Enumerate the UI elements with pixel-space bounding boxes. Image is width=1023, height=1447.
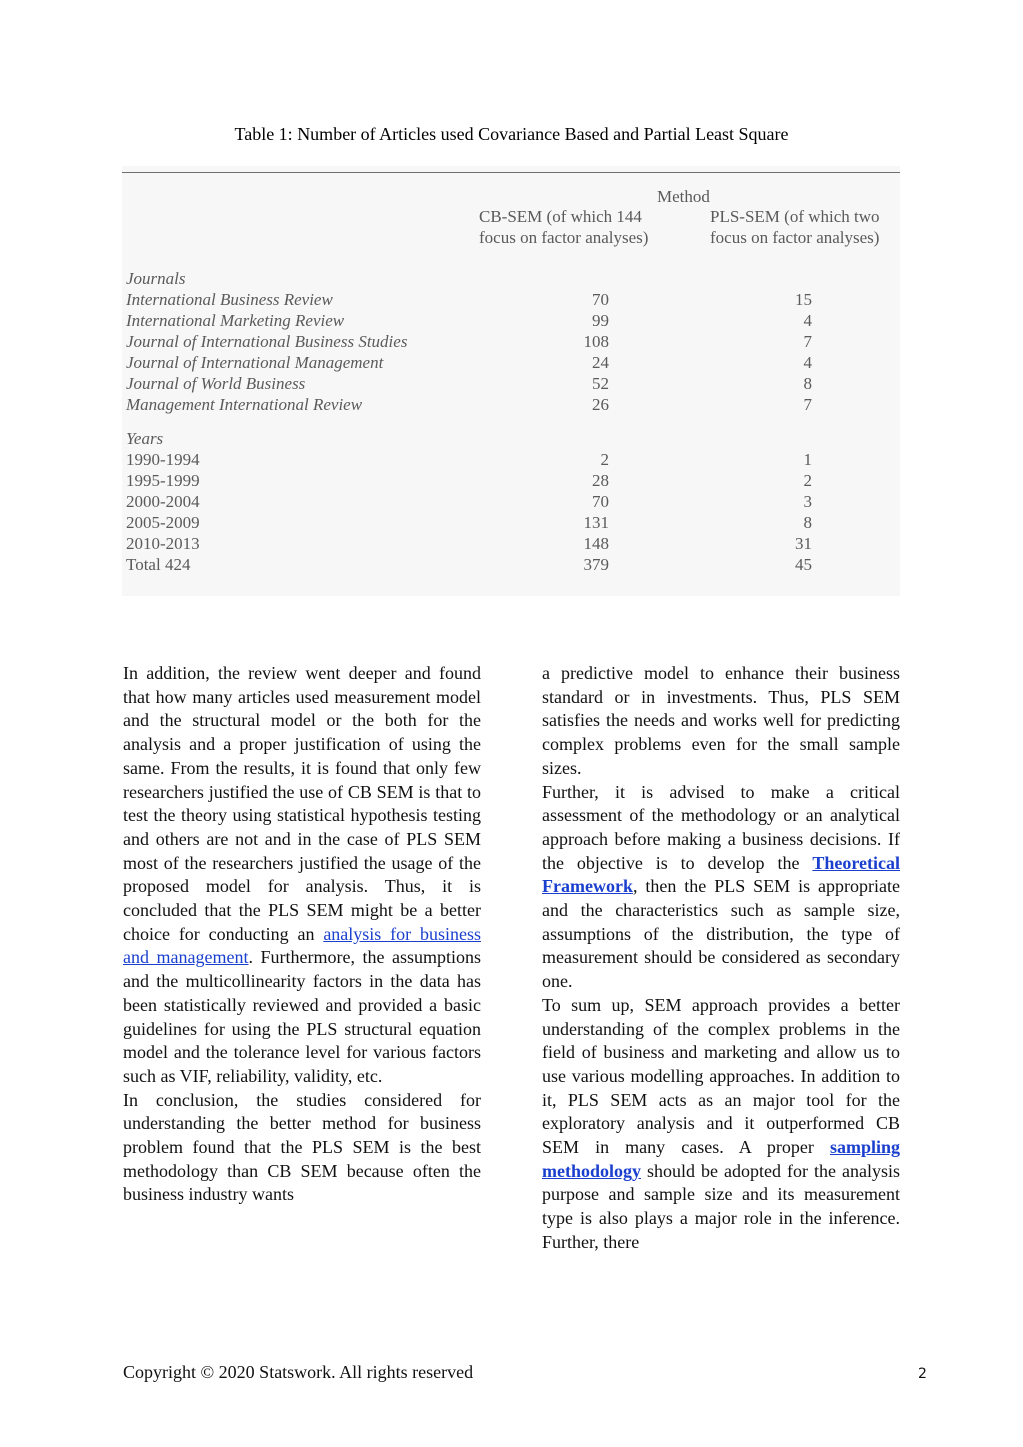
paragraph: In conclusion, the studies considered for understanding the better method for business problem found that the PLS SEM is the best methodology than CB SEM because often the business industry wants	[123, 1089, 481, 1205]
paragraph-text: In addition, the review went deeper and found that how many articles used measurement model and the structural model or the both for the analysis and a proper justification of using the same. From the results, it is found that only few researchers justified the use of CB SEM is that to test the theory using statistical hypothesis testing and others are not and in the case of PLS SEM most of the researchers justified the usage of the proposed model for analysis. Thus, it is concluded that the PLS SEM might be a better choice for conducting an	[123, 663, 481, 944]
table-cell-cb: 26	[592, 395, 609, 414]
table-row-label: 1995-1999	[126, 471, 200, 490]
table-cell-cb: 131	[583, 513, 609, 532]
table-row-label: 1990-1994	[126, 450, 200, 469]
analysis-business-management-link[interactable]: analysis for business and management	[123, 923, 481, 968]
paragraph	[123, 662, 481, 1089]
pls-sem-header-line1: PLS-SEM (of which two	[710, 207, 880, 226]
table-cell-pls: 45	[795, 555, 812, 574]
sampling-methodology-link[interactable]: sampling methodology	[542, 1137, 900, 1181]
cb-sem-header-line1: CB-SEM (of which 144	[479, 207, 642, 226]
table-cell-pls: 31	[795, 534, 812, 553]
table-cell-cb: 2	[600, 450, 609, 469]
table-row-label: Management International Review	[126, 395, 363, 414]
paragraph: a predictive model to enhance their business standard or in investments. Thus, PLS SEM satisfies the needs and works well for predicting complex problems even for the small sample sizes.	[542, 663, 900, 778]
table-cell-cb: 70	[592, 290, 609, 309]
table-cell-pls: 4	[803, 353, 812, 372]
paragraph-text: Further, it is advised to make a critical assessment of the methodology or an analytical approach before making a business decisions. If the objective is to develop the	[542, 781, 900, 873]
paragraph-text: . Furthermore, the assumptions and the multicollinearity factors in the data has been statistically reviewed and provided a basic guidelines for using the PLS structural equation model and the tolerance level for various factors such as VIF, reliability, validity, etc.	[123, 947, 481, 1086]
table-caption: Table 1: Number of Articles used Covariance Based and Partial Least Square	[234, 124, 789, 144]
table-row-label: Journal of International Management	[126, 353, 384, 372]
table-cell-pls: 7	[803, 395, 812, 414]
table-cell-pls: 8	[803, 513, 812, 532]
left-column	[123, 662, 481, 1207]
cb-sem-header-line2: focus on factor analyses)	[479, 228, 649, 247]
method-header: Method	[657, 187, 710, 206]
copyright-footer: Copyright © 2020 Statswork. All rights reserved	[123, 1362, 474, 1382]
table-cell-pls: 8	[803, 374, 812, 393]
paragraph-text: should be adopted for the analysis purpose and sample size and its measurement type is also plays a major role in the inference. Further, there	[542, 1160, 900, 1252]
table-cell-cb: 70	[592, 492, 609, 511]
table-cell-pls: 4	[803, 311, 812, 330]
articles-table	[122, 166, 900, 596]
table-row-label: 2000-2004	[126, 492, 200, 511]
pls-sem-header-line2: focus on factor analyses)	[710, 228, 880, 247]
paragraph	[542, 781, 900, 994]
right-column	[542, 662, 900, 1255]
pls-sem-header	[710, 206, 880, 248]
journals-section-label: Journals	[126, 269, 186, 288]
page-number: 2	[918, 1366, 927, 1382]
theoretical-framework-link[interactable]: Theoretical Framework	[542, 852, 900, 897]
paragraph-text: To sum up, SEM approach provides a better understanding of the complex problems in the field of business and marketing and allow us to use various modelling approaches. In addition to it, PLS SEM acts as an major tool for the exploratory analysis and it outperformed CB SEM in many cases. A proper	[542, 994, 900, 1158]
table-row-label: Journal of World Business	[126, 374, 306, 393]
table-row-total-label: Total 424	[126, 555, 191, 574]
table-cell-pls: 3	[803, 492, 812, 511]
table-top-rule	[122, 172, 900, 173]
table-cell-cb: 52	[592, 374, 609, 393]
table-row-label: Journal of International Business Studies	[126, 332, 408, 351]
table-cell-cb: 148	[583, 534, 609, 553]
table-row-label: International Marketing Review	[126, 311, 345, 330]
table-row-label: 2005-2009	[126, 513, 200, 532]
table-cell-cb: 108	[583, 332, 609, 351]
paragraph	[542, 994, 900, 1255]
cb-sem-header	[479, 206, 648, 248]
table-cell-pls: 1	[803, 450, 812, 469]
paragraph-text: , then the PLS SEM is appropriate and the characteristics such as sample size, assumptions of the distribution, the type of measurement should be considered as secondary one.	[542, 876, 900, 992]
table-cell-pls: 2	[803, 471, 812, 490]
table-cell-cb: 99	[592, 311, 609, 330]
table-cell-cb: 24	[592, 353, 609, 372]
table-row-label: 2010-2013	[126, 534, 200, 553]
years-section-label: Years	[126, 429, 164, 448]
table-cell-cb: 28	[592, 471, 609, 490]
table-cell-pls: 15	[795, 290, 812, 309]
table-cell-pls: 7	[803, 332, 812, 351]
table-row-label: International Business Review	[126, 290, 333, 309]
table-cell-cb: 379	[583, 555, 609, 574]
